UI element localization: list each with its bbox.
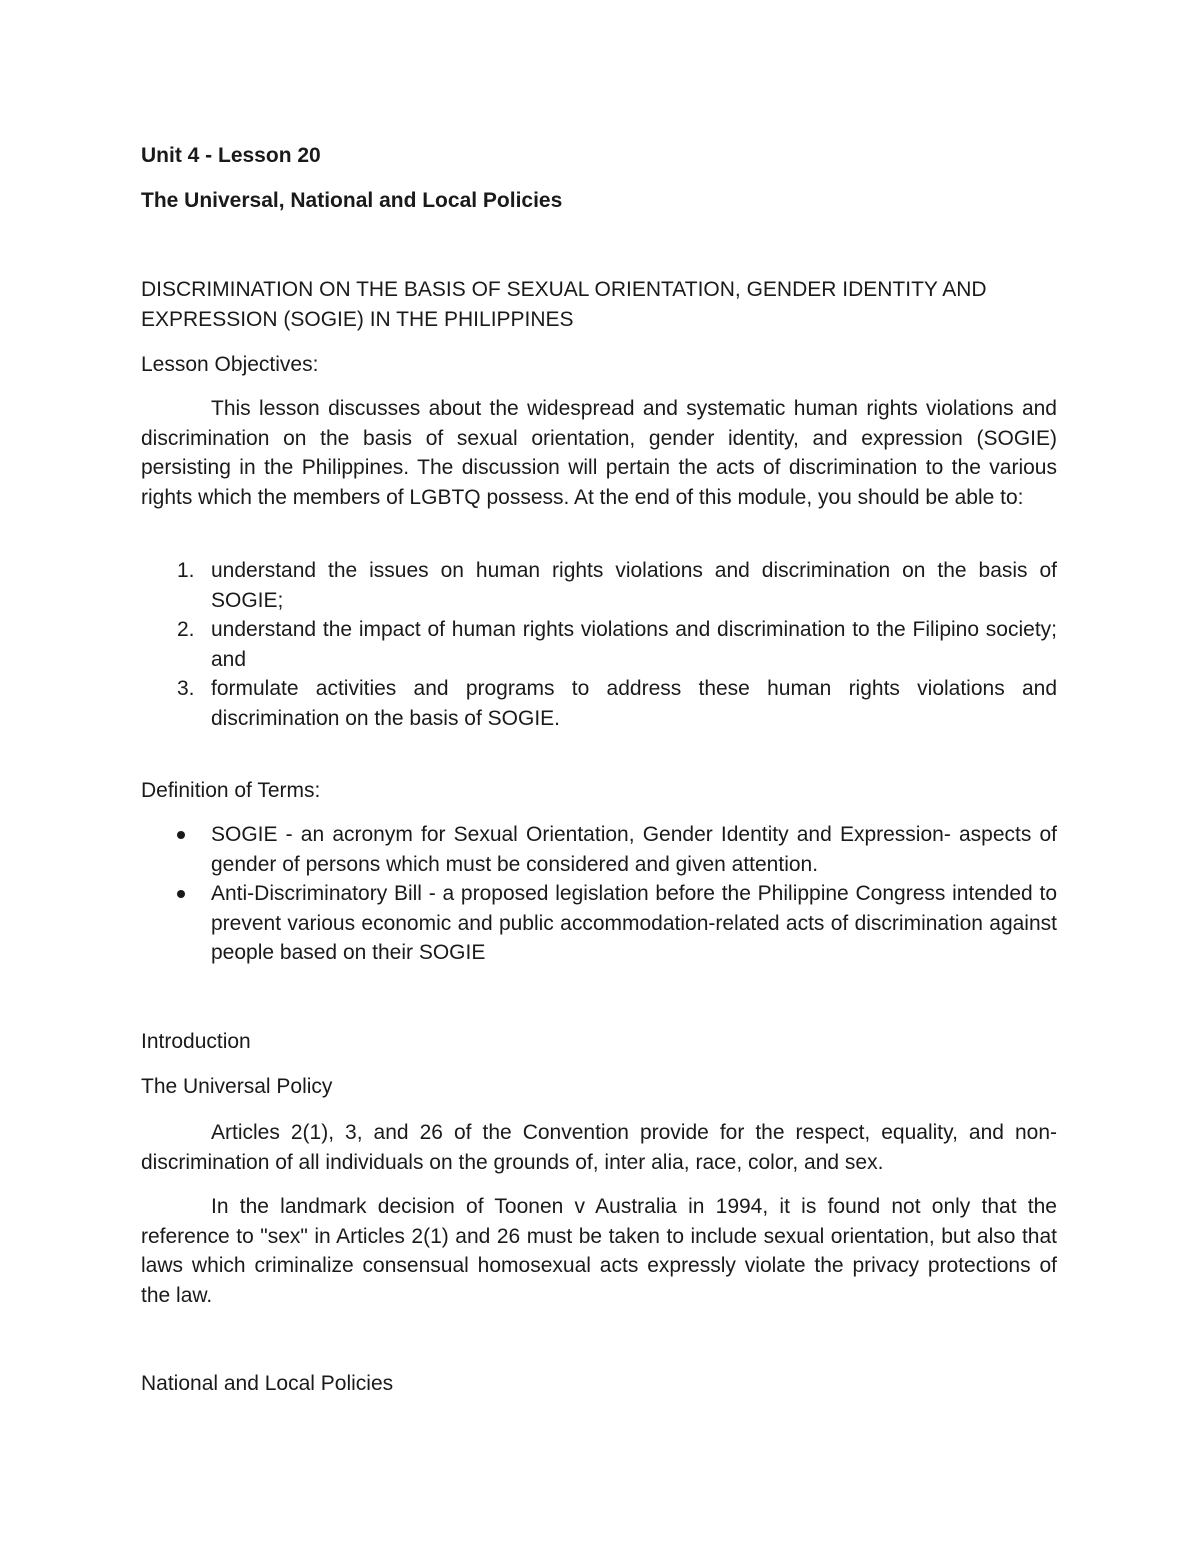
definitions-list [141, 820, 1057, 968]
list-item-text: SOGIE - an acronym for Sexual Orientation, Gender Identity and Expression- aspects of gender of persons which must be considered and given attention. [211, 823, 1057, 876]
list-number: 3. [177, 677, 195, 700]
section-heading: DISCRIMINATION ON THE BASIS OF SEXUAL ORIENTATION, GENDER IDENTITY AND EXPRESSION (SOGIE) IN THE PHILIPPINES [141, 278, 987, 331]
definitions-label: Definition of Terms: [141, 779, 321, 802]
universal-policy-label: The Universal Policy [141, 1075, 333, 1098]
universal-policy-paragraph-2: In the landmark decision of Toonen v Australia in 1994, it is found not only that the reference to "sex" in Articles 2(1) and 26 must be taken to include sexual orientation, but also that laws which criminalize consensual homosexual acts expressly violate the privacy protections of the law. [141, 1195, 1057, 1307]
list-number: 2. [177, 618, 195, 641]
list-item [141, 615, 1057, 674]
document-page [141, 0, 1057, 1553]
list-item [141, 820, 1057, 879]
lesson-title: The Universal, National and Local Policies [141, 189, 563, 212]
introduction-label: Introduction [141, 1030, 251, 1053]
list-item-text: formulate activities and programs to address these human rights violations and discrimination on the basis of SOGIE. [211, 677, 1057, 730]
objectives-list [141, 556, 1057, 733]
list-item [141, 556, 1057, 615]
objectives-intro: This lesson discusses about the widespread and systematic human rights violations and discrimination on the basis of sexual orientation, gender identity, and expression (SOGIE) persisting in the Philippines. The discussion will pertain the acts of discrimination to the various rights which the members of LGBTQ possess. At the end of this module, you should be able to: [141, 397, 1057, 509]
list-item-text: understand the issues on human rights violations and discrimination on the basis of SOGIE; [211, 559, 1057, 612]
universal-policy-paragraph-1: Articles 2(1), 3, and 26 of the Convention provide for the respect, equality, and non-discrimination of all individuals on the grounds of, inter alia, race, color, and sex. [141, 1121, 1057, 1174]
unit-title: Unit 4 - Lesson 20 [141, 144, 321, 167]
list-item-text: understand the impact of human rights violations and discrimination to the Filipino society; and [211, 618, 1057, 671]
national-local-policies-label: National and Local Policies [141, 1372, 394, 1395]
list-item [141, 879, 1057, 968]
bullet-icon [177, 831, 185, 839]
list-item-text: Anti-Discriminatory Bill - a proposed legislation before the Philippine Congress intended to prevent various economic and public accommodation-related acts of discrimination against people based on their SOGIE [211, 882, 1057, 964]
objectives-label: Lesson Objectives: [141, 353, 319, 376]
list-item [141, 674, 1057, 733]
list-number: 1. [177, 559, 195, 582]
bullet-icon [177, 890, 185, 898]
